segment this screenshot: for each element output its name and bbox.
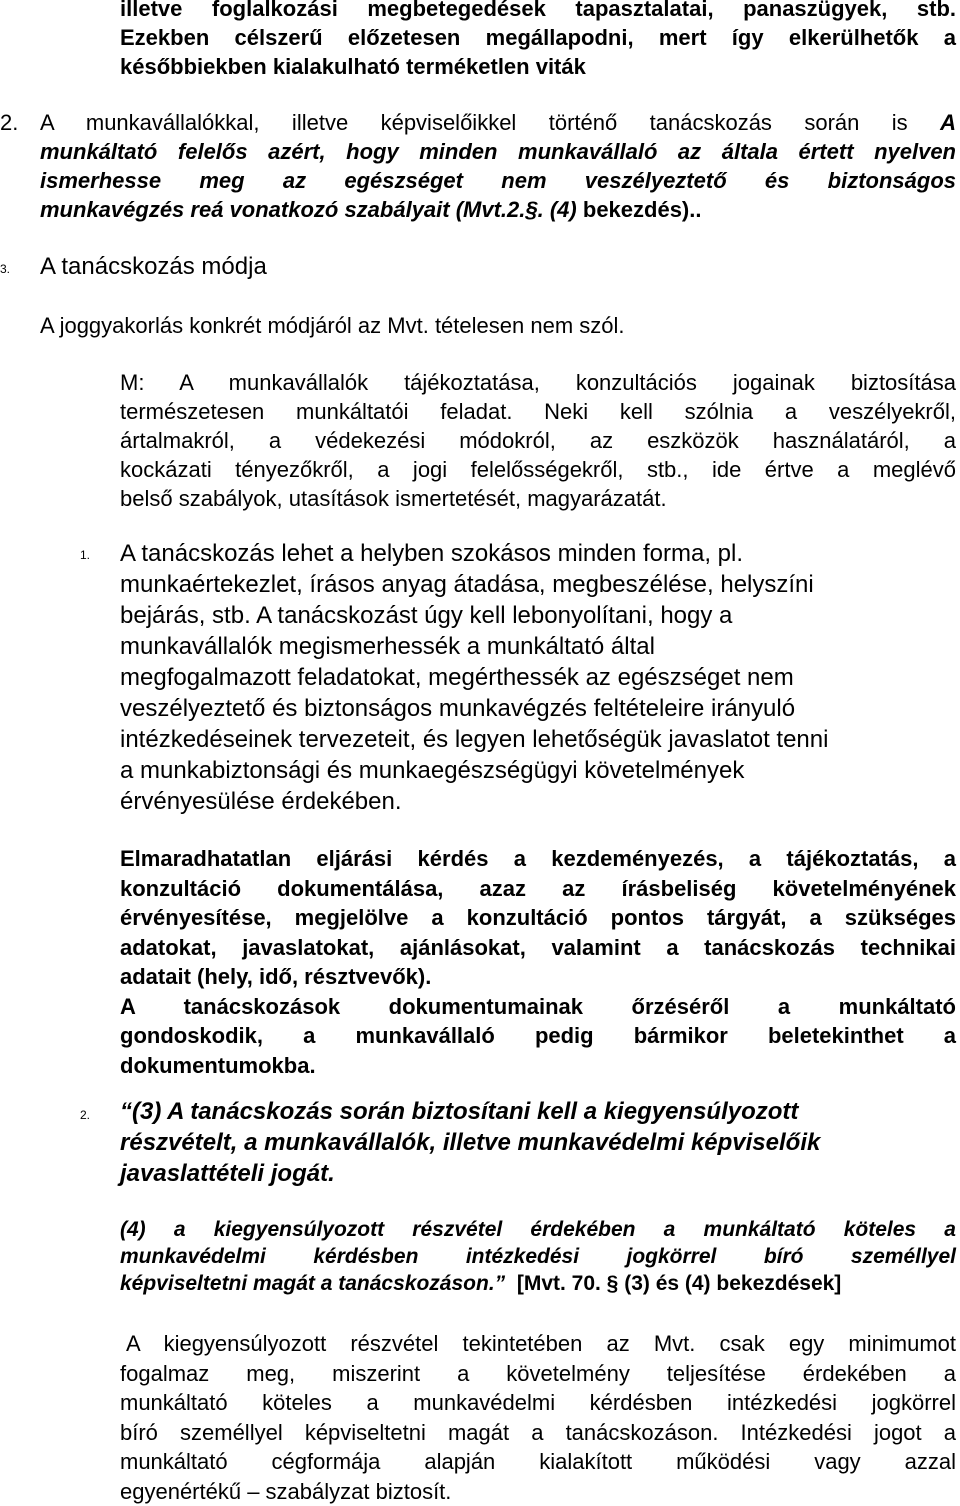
section-heading: A tanácskozás módja — [40, 251, 267, 282]
text-line: bíró személlyel képviseltetni magát a tanácskozáson. Intézkedési jogot a — [120, 1418, 956, 1448]
text-line: munkaértekezlet, írásos anyag átadása, megbeszélése, helyszíni — [120, 569, 956, 600]
text-line: “(3) A tanácskozás során biztosítani kell a kiegyensúlyozott — [120, 1096, 956, 1127]
text-line: munkáltató cégformája alapján kialakított működési vagy azzal — [120, 1447, 956, 1477]
text-line: gondoskodik, a munkavállaló pedig bármikor beletekinthet a — [120, 1021, 956, 1051]
text-line: belső szabályok, utasítások ismertetését, magyarázatát. — [120, 484, 956, 513]
text-line: adatokat, javaslatokat, ajánlásokat, valamint a tanácskozás technikai — [120, 933, 956, 963]
text-line: Ezekben célszerű előzetesen megállapodni, mert így elkerülhetők a — [120, 23, 956, 52]
text-line: intézkedéseinek tervezeteit, és legyen lehetőségük javaslatot tenni — [120, 724, 956, 755]
text-italic: munkavégzés reá vonatkozó szabályait (Mvt.2.§. (4) — [40, 197, 577, 222]
text-line: (4) a kiegyensúlyozott részvétel érdekében a munkáltató köteles a — [120, 1216, 956, 1243]
text-line: a munkabiztonsági és munkaegészségügyi követelmények — [120, 755, 956, 786]
list-item-2-quote — [120, 1096, 956, 1189]
list-item-1 — [120, 538, 956, 817]
text-line: későbbiekben kialakulható terméketlen viták — [120, 52, 956, 81]
text-line: egyenértékű – szabályzat biztosít. — [120, 1477, 956, 1506]
paragraph-documentation — [120, 844, 956, 1080]
text-line: M: A munkavállalók tájékoztatása, konzultációs jogainak biztosítása — [120, 368, 956, 397]
text-italic: képviseltetni magát a tanácskozáson.” — [120, 1272, 505, 1295]
list-number: 1. — [80, 548, 90, 562]
text-line: A tanácskozás lehet a helyben szokásos minden forma, pl. — [120, 538, 956, 569]
text-line: konzultáció dokumentálása, azaz az írásbeliség követelményének — [120, 874, 956, 904]
text-line: A kiegyensúlyozott részvétel tekintetében az Mvt. csak egy minimumot — [120, 1329, 956, 1359]
text-line: érvényesítése, megjelölve a konzultáció pontos tárgyát, a szükséges — [120, 903, 956, 933]
text-line: érvényesülése érdekében. — [120, 786, 956, 817]
paragraph-m — [120, 368, 956, 513]
text-normal: A munkavállalókkal, illetve képviselőikkel történő tanácskozás során is — [40, 110, 908, 135]
text-normal: [Mvt. 70. § (3) és (4) bekezdések] — [517, 1272, 841, 1295]
list-number: 2. — [0, 108, 18, 137]
list-number: 2. — [80, 1108, 90, 1122]
section-subtitle: A joggyakorlás konkrét módjáról az Mvt. tételesen nem szól. — [40, 311, 625, 340]
text-line: ártalmakról, a védekezési módokról, az eszközök használatáról, a — [120, 426, 956, 455]
text-line: munkavállalók megismerhessék a munkáltató által — [120, 631, 956, 662]
text-line: kockázati tényezőkről, a jogi felelősségekről, stb., ide értve a meglévő — [120, 455, 956, 484]
text-line: veszélyeztető és biztonságos munkavégzés feltételeire irányuló — [120, 693, 956, 724]
text-line: A tanácskozások dokumentumainak őrzéséről a munkáltató — [120, 992, 956, 1022]
text-line: fogalmaz meg, miszerint a követelmény teljesítése érdekében a — [120, 1359, 956, 1389]
text-line: adatait (hely, idő, résztvevők). — [120, 962, 956, 992]
paragraph-4 — [120, 1216, 956, 1297]
text-line: dokumentumokba. — [120, 1051, 956, 1081]
text-line: munkáltató felelős azért, hogy minden munkavállaló az általa értett nyelven — [40, 137, 956, 166]
list-item-text — [40, 108, 956, 224]
text-line: illetve foglalkozási megbetegedések tapasztalatai, panaszügyek, stb. — [120, 0, 956, 23]
text-line: munkáltató köteles a munkavédelmi kérdésben intézkedési jogkörrel — [120, 1388, 956, 1418]
text-line: megfogalmazott feladatokat, megérthessék az egészséget nem — [120, 662, 956, 693]
text-line: javaslattételi jogát. — [120, 1158, 956, 1189]
intro-paragraph — [120, 0, 956, 81]
section-number: 3. — [0, 262, 10, 276]
text-line: részvételt, a munkavállalók, illetve munkavédelmi képviselőik — [120, 1127, 956, 1158]
text-line: ismerhesse meg az egészséget nem veszélyeztető és biztonságos — [40, 166, 956, 195]
text-normal: bekezdés).. — [583, 197, 702, 222]
paragraph-balanced-participation — [120, 1329, 956, 1506]
text-line: munkavédelmi kérdésben intézkedési jogkörrel bíró személlyel — [120, 1243, 956, 1270]
text-line: természetesen munkáltatói feladat. Neki kell szólnia a veszélyekről, — [120, 397, 956, 426]
text-line: Elmaradhatatlan eljárási kérdés a kezdeményezés, a tájékoztatás, a — [120, 844, 956, 874]
text-line: bejárás, stb. A tanácskozást úgy kell lebonyolítani, hogy a — [120, 600, 956, 631]
text-italic: A — [940, 110, 956, 135]
